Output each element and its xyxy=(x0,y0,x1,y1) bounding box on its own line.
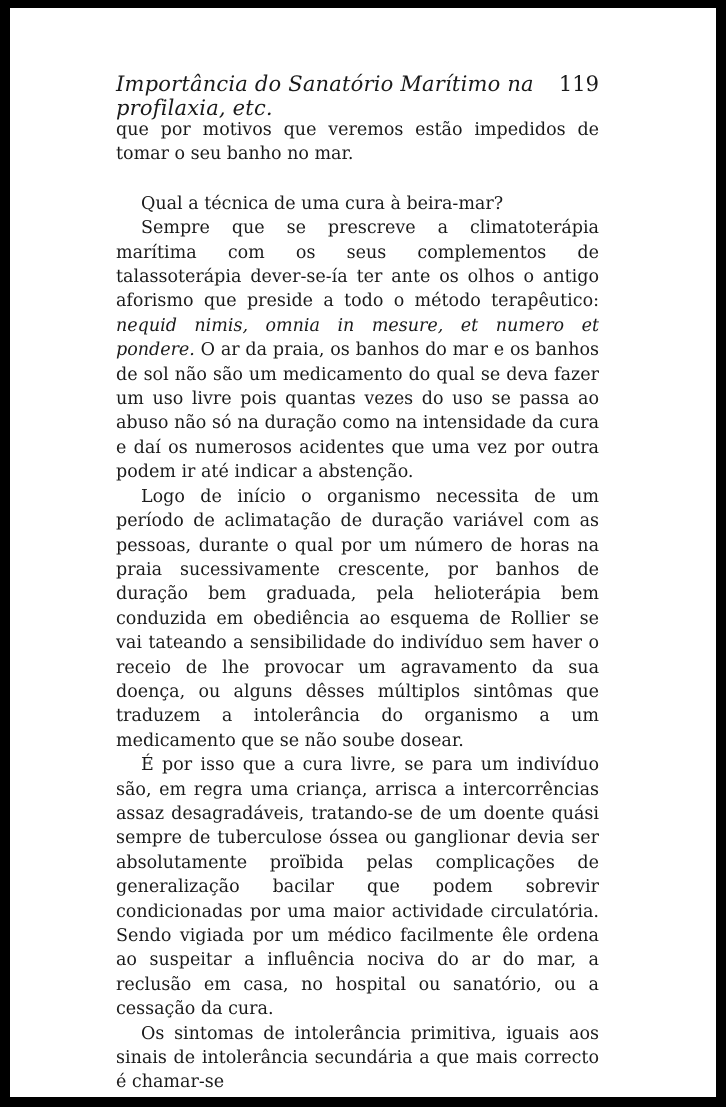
book-page xyxy=(10,8,716,1097)
paragraph-4: Logo de início o organismo necessita de um período de aclimatação de duração variável com as pessoas, durante o qual por um número de horas na praia sucessivamente crescente, por banhos de duração bem graduada, pela helioterápia bem conduzida em obediência ao esquema de Rollier se vai tateando a sensibilidade do indivíduo sem haver o receio de lhe provocar um agravamento da sua doença, ou alguns dêsses múltiplos sintômas que traduzem a intolerância do organismo a um medicamento que se não soube dosear. xyxy=(116,486,599,751)
paragraph-1: que por motivos que veremos estão impedidos de tomar o seu banho no mar. xyxy=(116,120,599,165)
latin-aphorism: nequid nimis, omnia in mesure, et numero et pondere. xyxy=(116,315,599,361)
paragraph-3-text-after: O ar da praia, os banhos do mar e os banhos de sol não são um medicamento do qual se deva fazer um uso livre pois quantas vezes do uso se passa ao abuso não só na duração como na intensidade da cura e daí os numerosos acidentes que uma vez por outra podem ir até indicar a abstenção. xyxy=(116,340,599,483)
page-number: 119 xyxy=(558,72,599,96)
body-text xyxy=(116,118,599,1095)
paragraph-5: É por isso que a cura livre, se para um indivíduo são, em regra uma criança, arrisca a intercorrências assaz desagradáveis, tratando-se de um doente quási sempre de tuberculose óssea ou ganglionar devia ser absolutamente proïbida pelas complicações de generalização bacilar que podem sobrevir condicionadas por uma maior actividade circulatória. Sendo vigiada por um médico facilmente êle ordena ao suspeitar a influência nociva do ar do mar, a reclusão em casa, no hospital ou sanatório, ou a cessação da cura. xyxy=(116,755,599,1020)
paragraph-3 xyxy=(116,216,599,484)
page-header xyxy=(116,72,599,120)
running-title: Importância do Sanatório Marítimo na profilaxia, etc. xyxy=(116,72,534,120)
paragraph-3-text-before: Sempre que se prescreve a climatoterápia marítima com os seus complementos de talassoterápia dever-se-ía ter ante os olhos o antigo aforismo que preside a todo o método terapêutico: xyxy=(116,218,599,312)
paragraph-6: Os sintomas de intolerância primitiva, iguais aos sinais de intolerância secundária a que mais correcto é chamar-se xyxy=(116,1023,599,1093)
paragraph-2: Qual a técnica de uma cura à beira-mar? xyxy=(141,193,504,214)
